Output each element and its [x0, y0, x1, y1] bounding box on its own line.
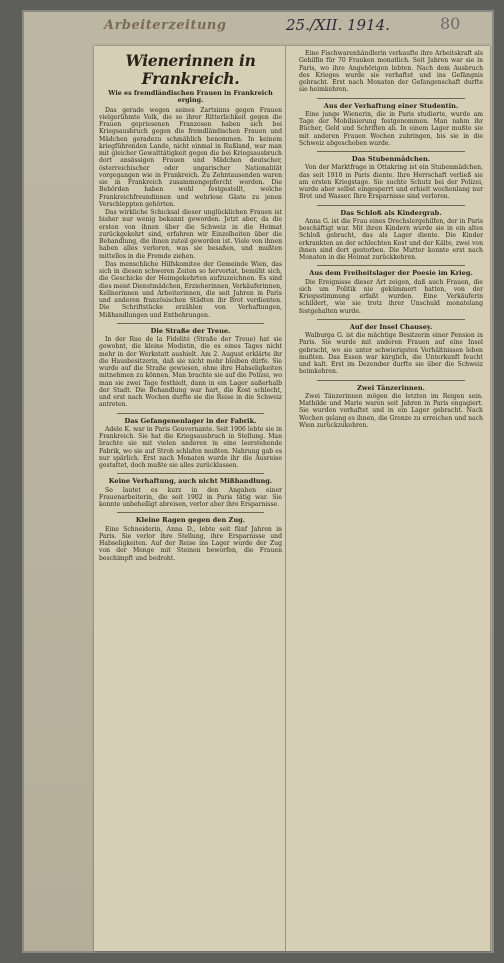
article-paragraph: Eine Schneiderin, Anna D., lebte seit fünf Jahren in Paris. Sie verlor ihre Stellung, ihre Ersparnisse und Habseligkeiten. Auf der Reise ins Lager wurde der Zug von der Menge mit Steinen beworfen, die Frauen beschimpft und bedroht. [99, 525, 282, 562]
section-divider [317, 151, 465, 152]
article-paragraph: Adele K. war in Paris Gouvernante. Seit 1906 lebte sie in Frankreich. Sie hat die Kriegsausbruch in Stellung. Man brachte sie mit vielen anderen in eine leerstehende Fabrik, wo sie auf Stroh schlafen mußten. Nahrung gab es nur spärlich. Erst nach Monaten wurde ihr die Ausreise gestattet, doch mußte sie alles zurücklassen. [99, 425, 282, 469]
article-paragraph: In der Rue de la Fidelité (Straße der Treue) hat sie gewohnt, die kleine Modistin, die es eines Tages nicht mehr in der Werkstatt aushielt. Am 2. August erklärte ihr die Hausbesitzerin, daß sie nicht mehr bleiben dürfe. Sie wurde auf die Straße gewiesen, ohne ihre Habseligkeiten mitnehmen zu können. Man brachte sie auf die Polizei, wo man sie zwei Tage festhielt, dann in ein Lager außerhalb der Stadt. Die Behandlung war hart, die Kost schlecht, und erst nach Wochen durfte sie die Reise in die Schweiz antreten. [99, 336, 282, 409]
right-column [296, 46, 486, 951]
section-title: Kleine Ragen gegen den Zug. [135, 516, 246, 525]
section-title: Die Straße der Treue. [150, 326, 231, 335]
article-subhead: Wie es fremdländischen Frauen in Frankreich erging. [108, 89, 273, 105]
article-paragraph: Die Ereignisse dieser Art zeigen, daß auch Frauen, die sich um Politik nie gekümmert hatten, von der Kriegsstimmung erfaßt wurden. Eine Verkäuferin schildert, wie sie trotz ihrer Unschuld monatelang festgehalten wurde. [299, 278, 483, 315]
section-divider [317, 319, 465, 320]
article-paragraph: Das menschliche Hilfskomitee der Gemeinde Wien, das sich in diesen schweren Zeiten so hervortat, bemüht sich, die Geschicke der Heimgekehrten aufzuzeichnen. Es sind dies meist Dienstmädchen, Erzieherinnen, Verkäuferinnen, Kellnerinnen und Arbeiterinnen, die seit Jahren in Paris und anderen französischen Städten ihr Brot verdienten. Die Schriftstücke erzählen von Verhaftungen, Mißhandlungen und Entbehrungen. [99, 260, 282, 319]
section-title: Aus dem Freiheitslager der Poesie im Krieg. [309, 269, 473, 278]
article-paragraph: So lautet es kurz in den Angaben einer Frauenarbeiterin, die seit 1902 in Paris tätig war. Sie konnte unbehelligt abreisen, verlor aber ihre Ersparnisse. [99, 486, 282, 508]
section-title: Auf der Insel Chausey. [349, 322, 433, 331]
article-paragraph: Walburga G. ist die mächtige Besitzerin einer Pension in Paris. Sie wurde mit anderen Frauen auf eine Insel gebracht, wo sie unter schwierigsten Verhältnissen leben mußten. Das Essen war kärglich, die Unterkunft feucht und kalt. Erst im Dezember durfte sie über die Schweiz heimkehren. [299, 332, 483, 376]
section-title: Zwei Tänzerinnen. [357, 383, 425, 392]
newspaper-clipping [94, 46, 490, 951]
section-title: Das Schloß als Kindergrab. [340, 208, 442, 217]
section-divider [117, 473, 264, 474]
article-paragraph: Eine junge Wienerin, die in Paris studierte, wurde am Tage der Mobilisierung festgenommen. Man nahm ihr Bücher, Geld und Schriften ab. In einem Lager mußte sie mit anderen Frauen Wochen zubringen, bis sie in die Schweiz abgeschoben wurde. [299, 110, 483, 147]
handwritten-date: 25./XII. 1914. [286, 16, 390, 34]
article-paragraph: Anna G. ist die Frau eines Drechslergehilfen, der in Paris beschäftigt war. Mit ihren Kindern wurde sie in ein altes Schloß gebracht, das als Lager diente. Die Kinder erkrankten an der schlechten Kost und der Kälte, zwei von ihnen sind dort gestorben. Die Mutter konnte erst nach Monaten in die Heimat zurückkehren. [299, 217, 483, 261]
right-sections [299, 50, 483, 429]
article-paragraph: Zwei Tänzerinnen mögen die letzten im Reigen sein. Mathilde und Marie waren seit Jahren in Paris engagiert. Sie wurden verhaftet und in ein Lager gebracht. Nach Wochen gelang es ihnen, die Grenze zu erreichen und nach Wien zurückzukehren. [299, 392, 483, 429]
clipping-header [60, 16, 460, 44]
section-title: Das Stubenmädchen. [351, 155, 431, 163]
left-sections [99, 107, 282, 562]
article-paragraph: Eine Fischwarenhändlerin verkaufte ihre Arbeitskraft als Gehilfin für 70 Franken monatlich. Seit Jahren war sie in Paris, wo ihre Angehörigen lebten. Nach dem Ausbruch des Krieges wurde sie verhaftet und ins Gefängnis gebracht. Erst nach Monaten der Gefangenschaft durfte sie heimkehren. [299, 50, 483, 94]
section-divider [317, 265, 465, 266]
section-divider [117, 413, 264, 414]
article-paragraph: Das gerade wegen seines Zartsinns gegen Frauen vielgerühmte Volk, die so ihrer Ritterlichkeit gegen die Frauen gepriesenen Franzosen haben sich bei Kriegsausbruch gegen die fremdländischen Frauen und Mädchen geradezu schmählich benommen. In keinem kriegführenden Lande, nicht einmal in Rußland, war man mit gleicher Gewalttätigkeit gegen die bei Kriegsausbruch dort ansässigen Frauen und Mädchen deutscher, österreichischer oder ungarischer Nationalität vorgegangen wie in Frankreich. Zu Zehntausenden waren sie in Frankreich zusammengepfercht worden. Die Behörden haben wohl festgestellt, welche Frankreichfreundinnen und wehrlose Gäste zu jenen Verschleppten gehörten. [99, 106, 282, 208]
section-divider [317, 205, 465, 206]
section-title: Aus der Verhaftung einer Studentin. [323, 101, 459, 110]
section-title: Das Gefangenenlager in der Fabrik. [124, 416, 257, 425]
left-column [96, 46, 286, 951]
section-divider [317, 380, 465, 381]
article-paragraph: Von der Marktfrage in Ottakring ist ein Stubenmädchen, das seit 1910 in Paris diente. Ihre Herrschaft verließ sie am ersten Kriegstage. Sie suchte Schutz bei der Polizei, wurde aber selbst eingesperrt und erhielt wochenlang nur Brot und Wasser. Ihre Ersparnisse sind verloren. [299, 164, 483, 201]
section-divider [117, 323, 264, 324]
section-divider [117, 512, 264, 513]
section-title: Keine Verhaftung, auch nicht Mißhandlung. [108, 477, 273, 486]
publication-title: Arbeiterzeitung [104, 18, 227, 33]
page-number: 80 [440, 14, 461, 33]
article-headline: Wienerinnen in Frankreich. [125, 51, 256, 88]
section-divider [317, 98, 465, 99]
article-paragraph: Das wirkliche Schicksal dieser unglücklichen Frauen ist bisher nur wenig bekannt geworden. Jetzt aber, da die ersten von ihnen über die Schweiz in die Heimat zurückgekehrt sind, erfahren wir Einzelheiten über die Behandlung, die ihnen zuteil geworden ist. Viele von ihnen haben alles verloren, was sie besaßen, und mußten mittellos in die Fremde ziehen. [99, 209, 282, 260]
